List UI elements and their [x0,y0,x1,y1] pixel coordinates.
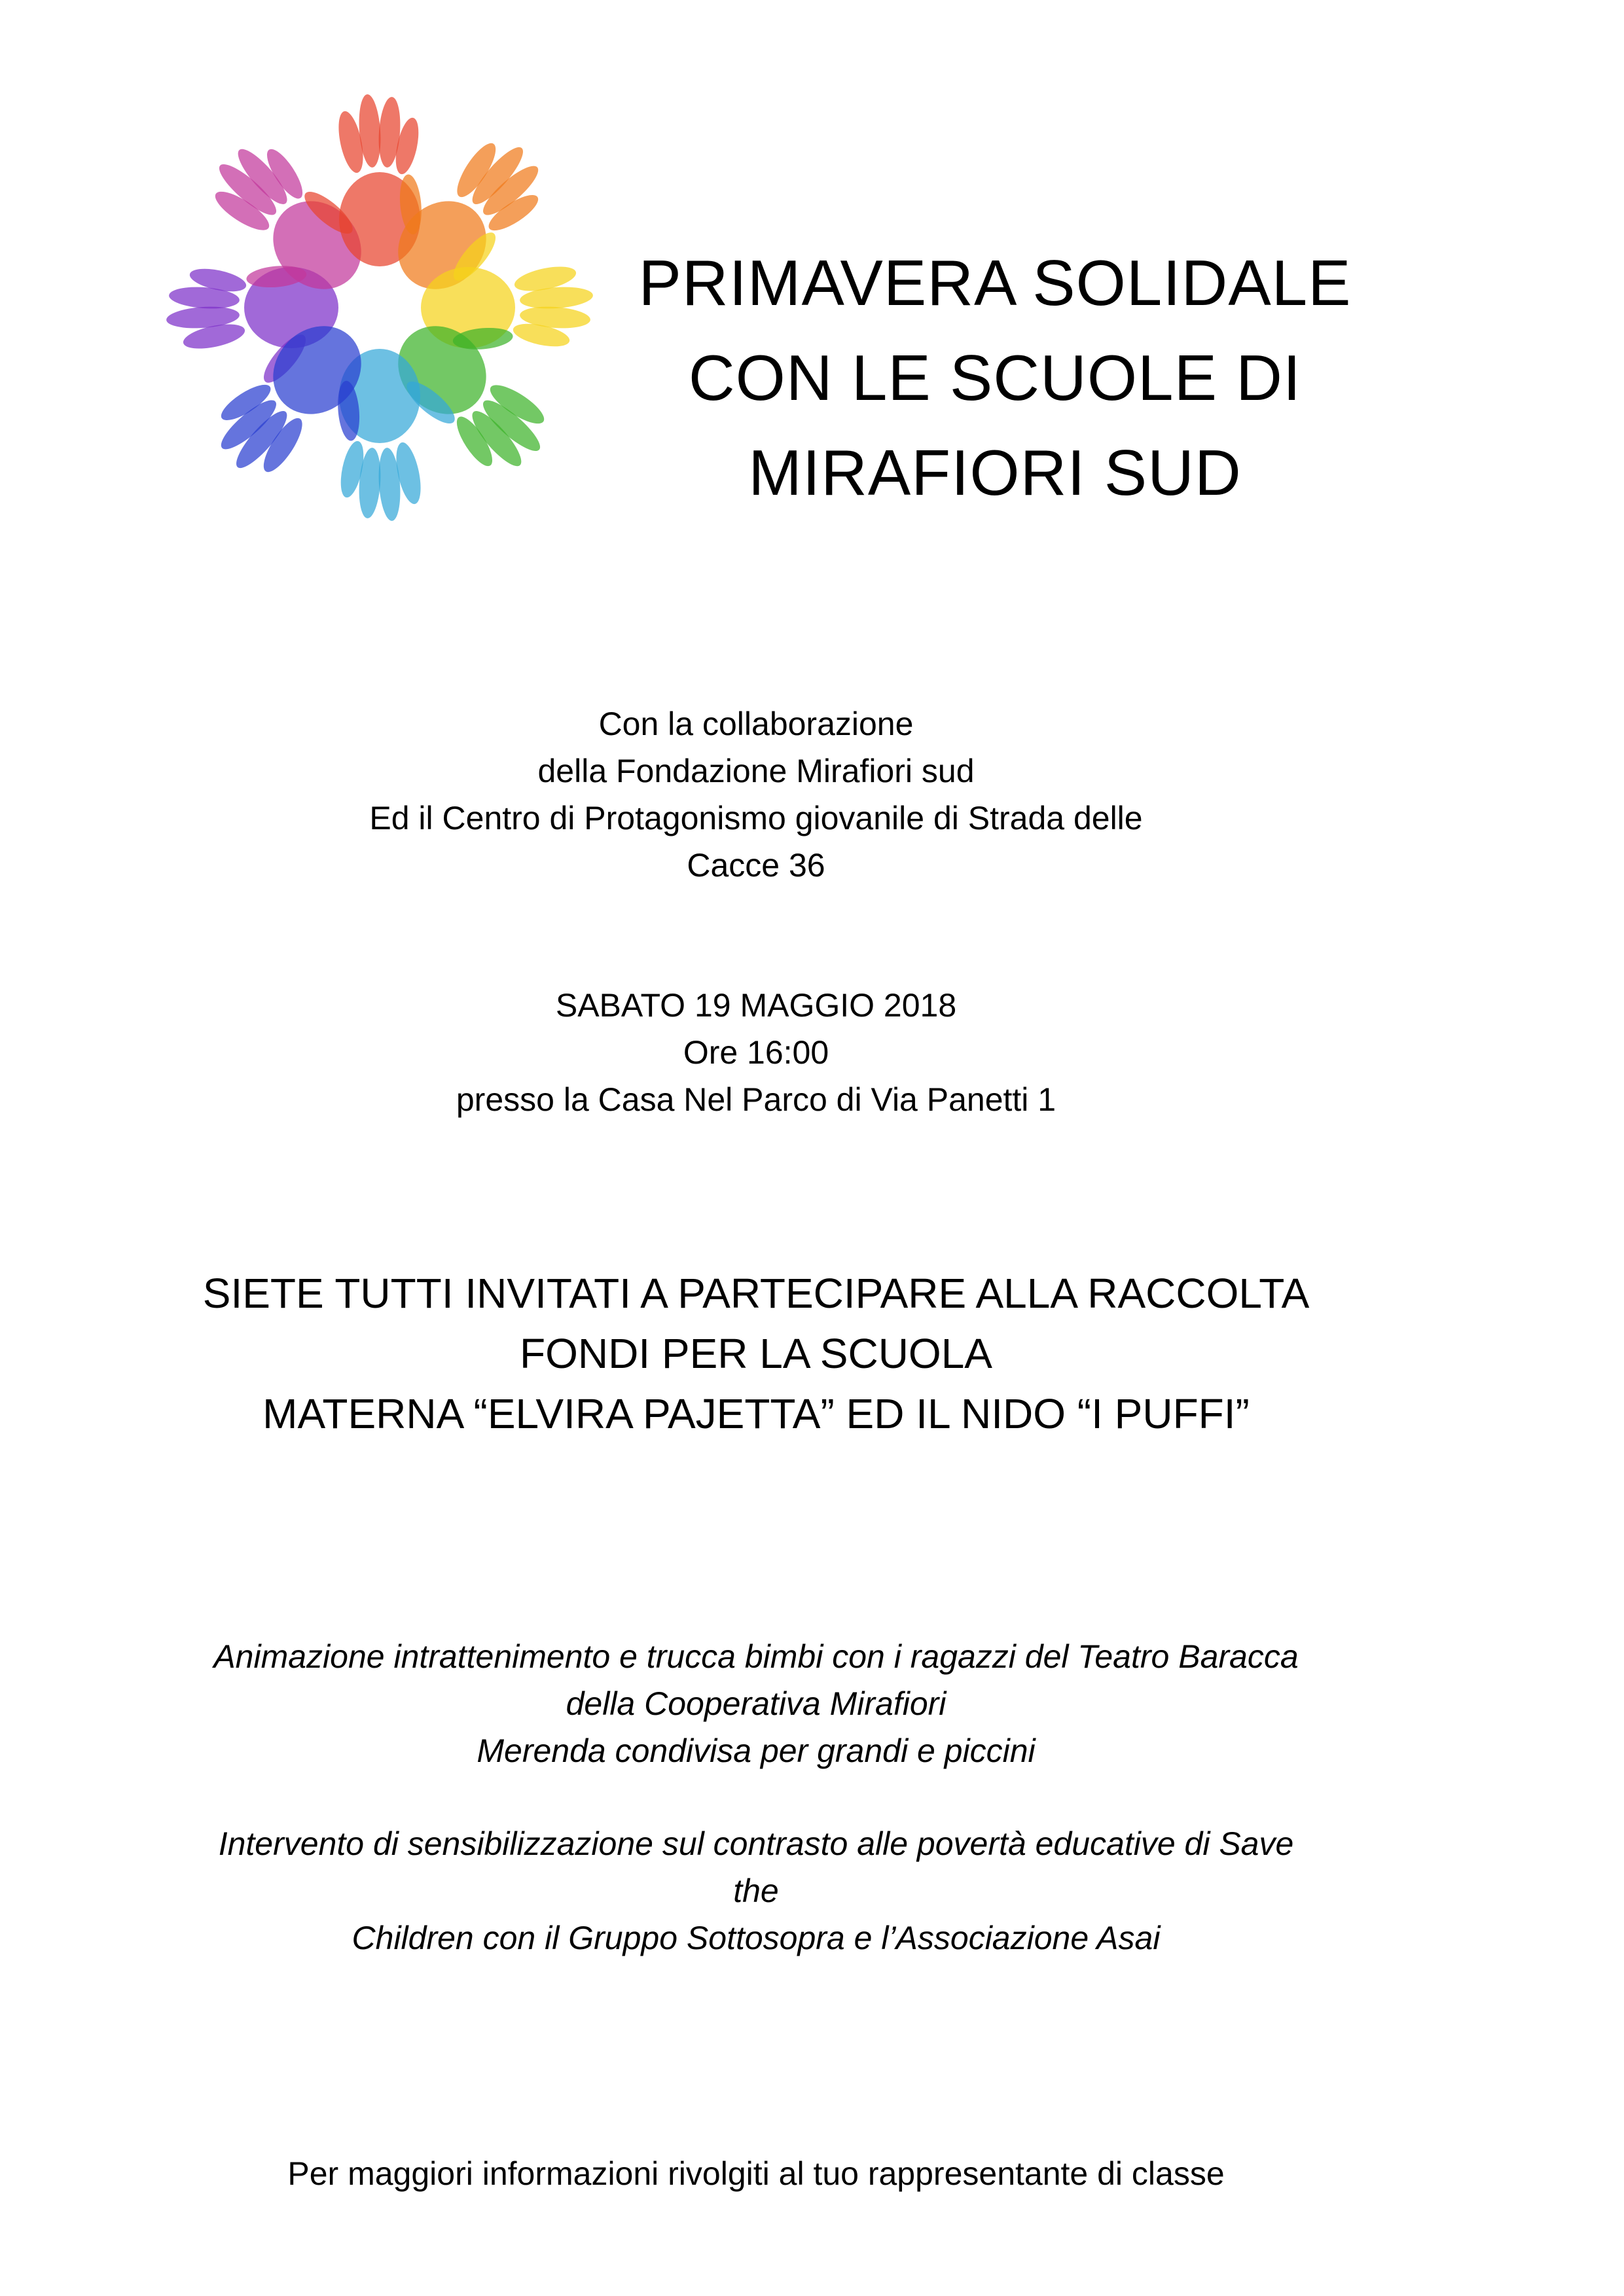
activities-line-6: Children con il Gruppo Sottosopra e l’Associazione Asai [352,1920,1161,1956]
invitation-line-3: MATERNA “ELVIRA PAJETTA” ED IL NIDO “I PUFFI” [262,1390,1250,1437]
event-date: SABATO 19 MAGGIO 2018 [555,987,957,1024]
title-line-2: CON LE SCUOLE DI [688,342,1302,414]
collaboration-section [0,700,1512,889]
event-time: Ore 16:00 [683,1034,829,1071]
invitation-section [0,1263,1512,1444]
collaboration-line-1: Con la collaborazione [598,706,914,742]
flyer-title [628,236,1362,520]
activities-line-3: Merenda condivisa per grandi e piccini [477,1732,1036,1769]
collaboration-line-2: della Fondazione Mirafiori sud [537,753,975,789]
activities-section [0,1633,1512,1962]
title-line-1: PRIMAVERA SOLIDALE [638,247,1352,319]
collaboration-line-3: Ed il Centro di Protagonismo giovanile di Strada delle [369,800,1143,836]
footer-info-text: Per maggiori informazioni rivolgiti al tuo rappresentante di classe [287,2155,1225,2192]
event-place: presso la Casa Nel Parco di Via Panetti 1 [456,1081,1056,1118]
footer-info [0,2150,1512,2197]
invitation-line-1: SIETE TUTTI INVITATI A PARTECIPARE ALLA RACCOLTA [202,1270,1310,1317]
rainbow-handprints-logo [151,79,609,537]
title-line-3: MIRAFIORI SUD [748,437,1242,509]
activities-line-2: della Cooperativa Mirafiori [566,1685,947,1722]
event-details [0,982,1512,1123]
activities-line-5: the [733,1873,779,1909]
collaboration-line-4: Cacce 36 [687,847,825,884]
activities-line-1: Animazione intrattenimento e trucca bimbi con i ragazzi del Teatro Baracca [213,1638,1299,1675]
activities-line-4: Intervento di sensibilizzazione sul contrasto alle povertà educative di Save [218,1825,1294,1862]
activities-spacer [0,1774,1512,1820]
invitation-line-2: FONDI PER LA SCUOLA [520,1330,992,1377]
handprints-graphic [151,79,609,537]
